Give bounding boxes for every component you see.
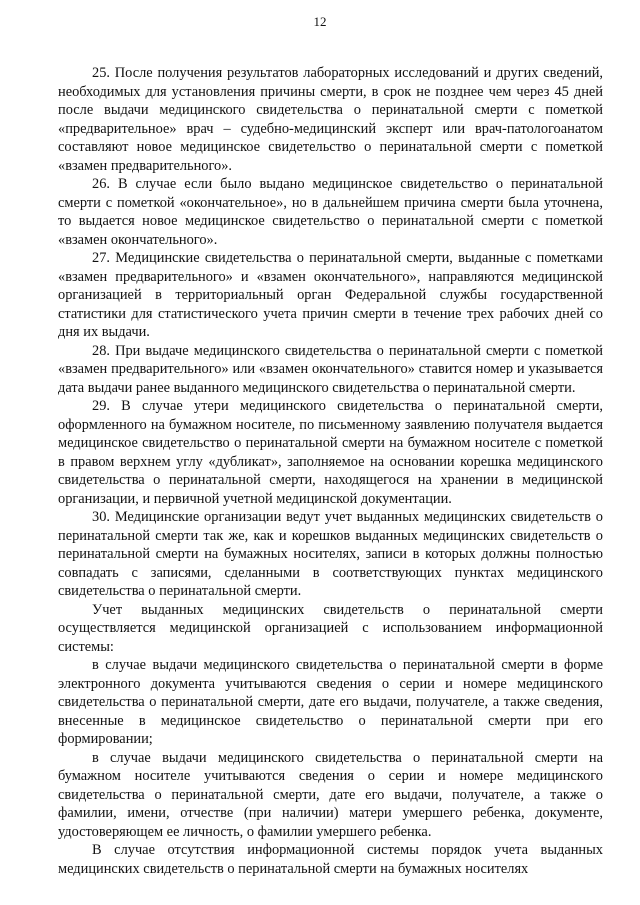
document-body — [58, 64, 603, 878]
page-number: 12 — [313, 14, 327, 29]
paragraph-accounting-intro: Учет выданных медицинских свидетельств о перинатальной смерти осуществляется медицинской организацией с использованием информационной системы: — [58, 601, 603, 655]
paragraph-29: 29. В случае утери медицинского свидетельства о перинатальной смерти, оформленного на бумажном носителе, по письменному заявлению получателя выдается медицинское свидетельство о перинатальной смерти на бумажном носителе с пометкой в правом верхнем углу «дубликат», заполняемое на основании корешка медицинского свидетельства о перинатальной смерти, находящегося на хранении в медицинской организации, и первичной учетной медицинской документации. — [58, 398, 603, 507]
paragraph-28: 28. При выдаче медицинского свидетельства о перинатальной смерти с пометкой «взамен предварительного» или «взамен окончательного» ставится номер и указывается дата выдачи ранее выданного медицинского свидетельства о перинатальной смерти. — [58, 342, 603, 396]
paragraph-no-system: В случае отсутствия информационной системы порядок учета выданных медицинских свидетельств о перинатальной смерти на бумажных носителях — [58, 842, 603, 877]
paragraph-25: 25. После получения результатов лабораторных исследований и других сведений, необходимых для установления причины смерти, в срок не позднее чем через 45 дней после выдачи медицинского свидетельства о перинатальной смерти с пометкой «предварительное» врач – судебно-медицинский эксперт или врач-патологоанатом составляют новое медицинское свидетельство о перинатальной смерти с пометкой «взамен предварительного». — [58, 65, 603, 174]
paragraph-27: 27. Медицинские свидетельства о перинатальной смерти, выданные с пометками «взамен предварительного» и «взамен окончательного», направляются медицинской организацией в территориальный орган Федеральной службы государственной статистики для статистического учета причин смерти в течение трех рабочих дней со дня их выдачи. — [58, 250, 603, 340]
paragraph-30: 30. Медицинские организации ведут учет выданных медицинских свидетельств о перинатальной смерти так же, как и корешков выданных медицинских свидетельств о перинатальной смерти на бумажных носителях, записи в которых должны полностью совпадать с записями, сделанными в соответствующих пунктах медицинского свидетельства о перинатальной смерти. — [58, 509, 603, 599]
paragraph-electronic-case: в случае выдачи медицинского свидетельства о перинатальной смерти в форме электронного документа учитываются сведения о серии и номере медицинского свидетельства о перинатальной смерти, дате его выдачи, получателе, а также сведения, внесенные в медицинское свидетельство о перинатальной смерти при его формировании; — [58, 657, 603, 747]
paragraph-paper-case: в случае выдачи медицинского свидетельства о перинатальной смерти на бумажном носителе учитываются сведения о серии и номере медицинского свидетельства о перинатальной смерти, дате его выдачи, получателе, а также о фамилии, имени, отчестве (при наличии) матери умершего ребенка, документе, удостоверяющем ее личность, о фамилии умершего ребенка. — [58, 749, 603, 840]
paragraph-26: 26. В случае если было выдано медицинское свидетельство о перинатальной смерти с пометкой «окончательное», но в дальнейшем причина смерти была уточнена, то выдается новое медицинское свидетельство о перинатальной смерти с пометкой «взамен окончательного». — [58, 176, 603, 248]
